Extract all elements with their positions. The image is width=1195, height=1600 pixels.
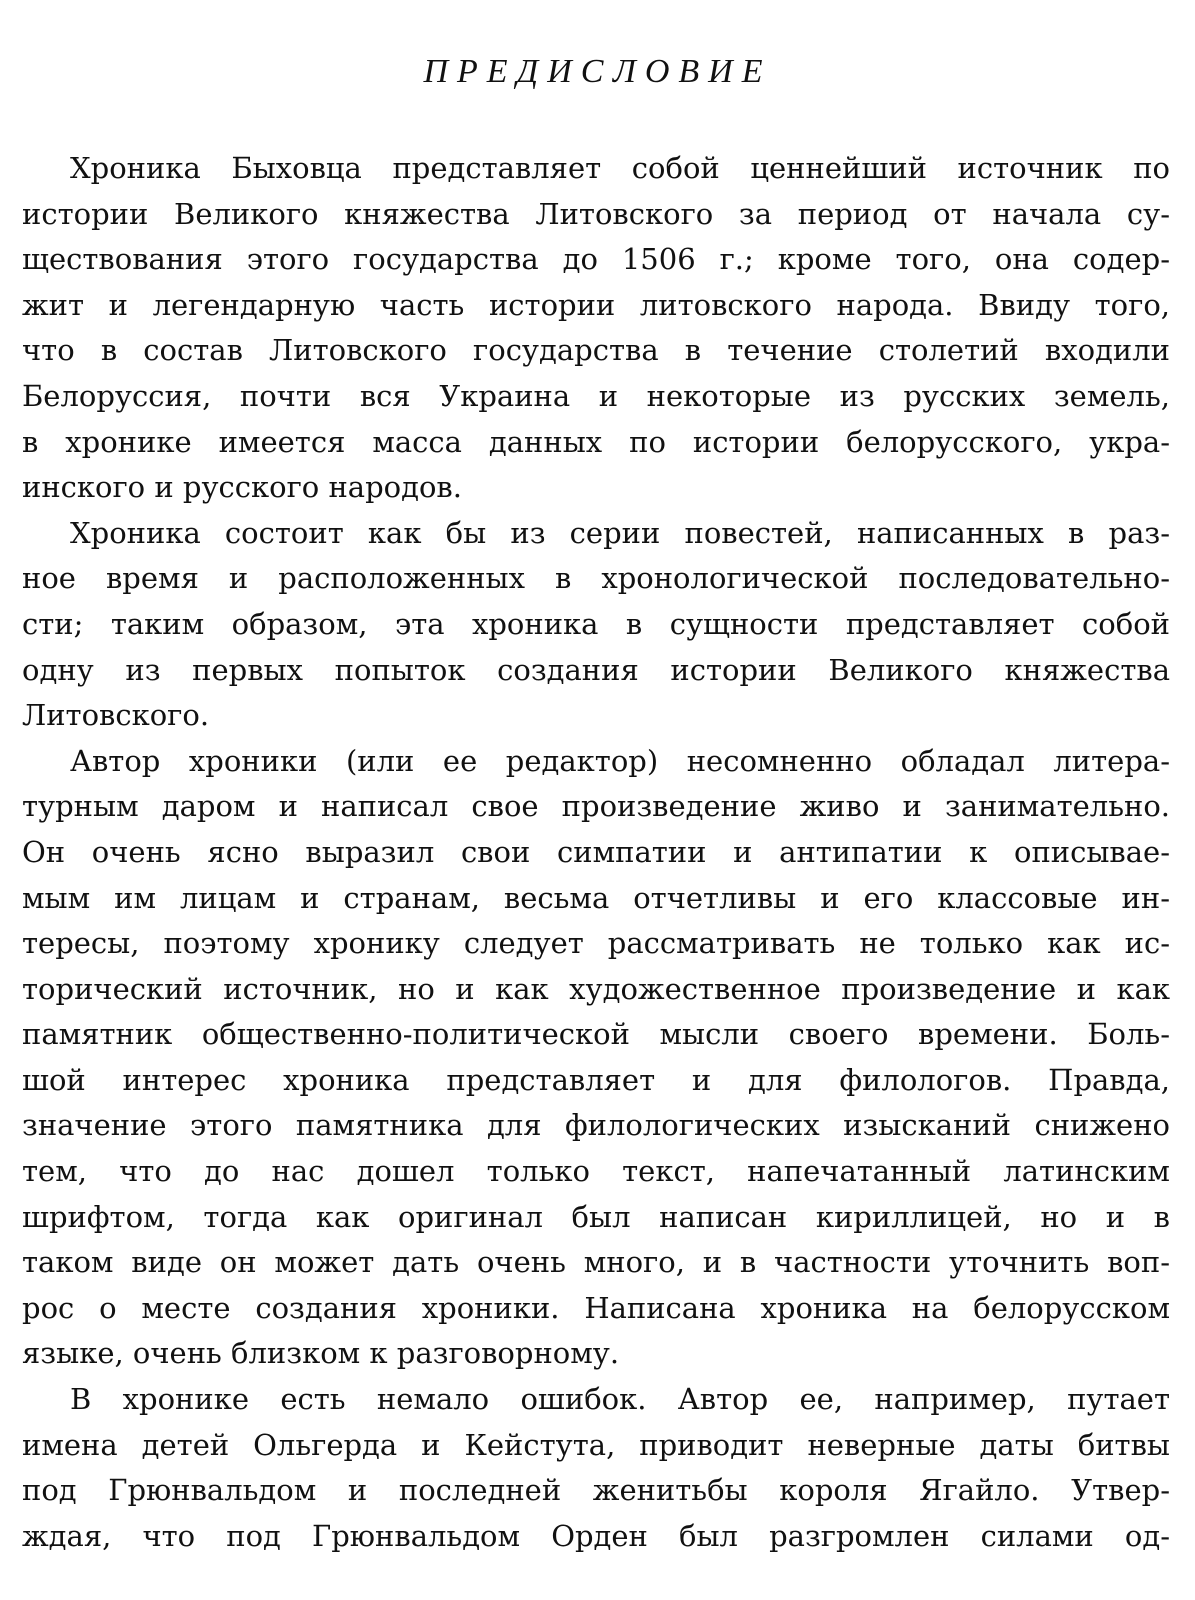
text-line: шой интерес хроника представляет и для филологов. Правда, — [22, 1062, 1170, 1097]
text-line: что в состав Литовского государства в течение столетий входили — [22, 333, 1170, 368]
text-line: инского и русского народов. — [22, 470, 462, 505]
text-line: рос о месте создания хроники. Написана хроника на белорусском — [22, 1290, 1170, 1325]
text-line: торический источник, но и как художественное произведение и как — [22, 971, 1170, 1006]
text-line: под Грюнвальдом и последней женитьбы короля Ягайло. Утвер- — [22, 1473, 1170, 1508]
text-line: сти; таким образом, эта хроника в сущности представляет собой — [22, 606, 1170, 641]
text-line: ное время и расположенных в хронологической последовательно- — [22, 561, 1170, 596]
text-line: турным даром и написал свое произведение живо и занимательно. — [22, 789, 1170, 824]
body-text — [22, 146, 1170, 1559]
text-line: ждая, что под Грюнвальдом Орден был разгромлен силами од- — [22, 1518, 1170, 1553]
text-line: Литовского. — [22, 698, 210, 733]
page-title: ПРЕДИСЛОВИЕ — [423, 53, 772, 90]
text-line: памятник общественно-политической мысли своего времени. Боль- — [22, 1017, 1170, 1052]
text-line: Белоруссия, почти вся Украина и некоторые из русских земель, — [22, 378, 1170, 413]
text-line: Хроника Быховца представляет собой ценнейший источник по — [70, 151, 1170, 185]
text-line: имена детей Ольгерда и Кейстута, приводит неверные даты битвы — [22, 1427, 1170, 1462]
text-line: тересы, поэтому хронику следует рассматривать не только как ис- — [22, 926, 1170, 961]
text-line: в хронике имеется масса данных по истории белорусского, укра- — [22, 424, 1170, 459]
text-line: языке, очень близком к разговорному. — [22, 1336, 620, 1371]
text-line: шрифтом, тогда как оригинал был написан кириллицей, но и в — [22, 1199, 1170, 1234]
text-line: В хронике есть немало ошибок. Автор ее, например, путает — [70, 1382, 1170, 1417]
text-line: таком виде он может дать очень много, и в частности уточнить воп- — [22, 1245, 1170, 1280]
text-line: ществования этого государства до 1506 г.; кроме того, она содер- — [22, 242, 1170, 277]
text-line: тем, что до нас дошел только текст, напечатанный латинским — [22, 1154, 1170, 1189]
text-line: значение этого памятника для филологических изысканий снижено — [22, 1108, 1170, 1143]
text-line: Он очень ясно выразил свои симпатии и антипатии к описывае- — [22, 834, 1170, 869]
text-line: Автор хроники (или ее редактор) несомненно обладал литера- — [70, 743, 1170, 778]
text-line: истории Великого княжества Литовского за период от начала су- — [22, 196, 1170, 231]
text-line: одну из первых попыток создания истории Великого княжества — [22, 652, 1170, 687]
text-line: мым им лицам и странам, весьма отчетливы и его классовые ин- — [22, 880, 1170, 915]
text-line: жит и легендарную часть истории литовского народа. Ввиду того, — [22, 287, 1170, 322]
text-line: Хроника состоит как бы из серии повестей, написанных в раз- — [70, 515, 1170, 550]
